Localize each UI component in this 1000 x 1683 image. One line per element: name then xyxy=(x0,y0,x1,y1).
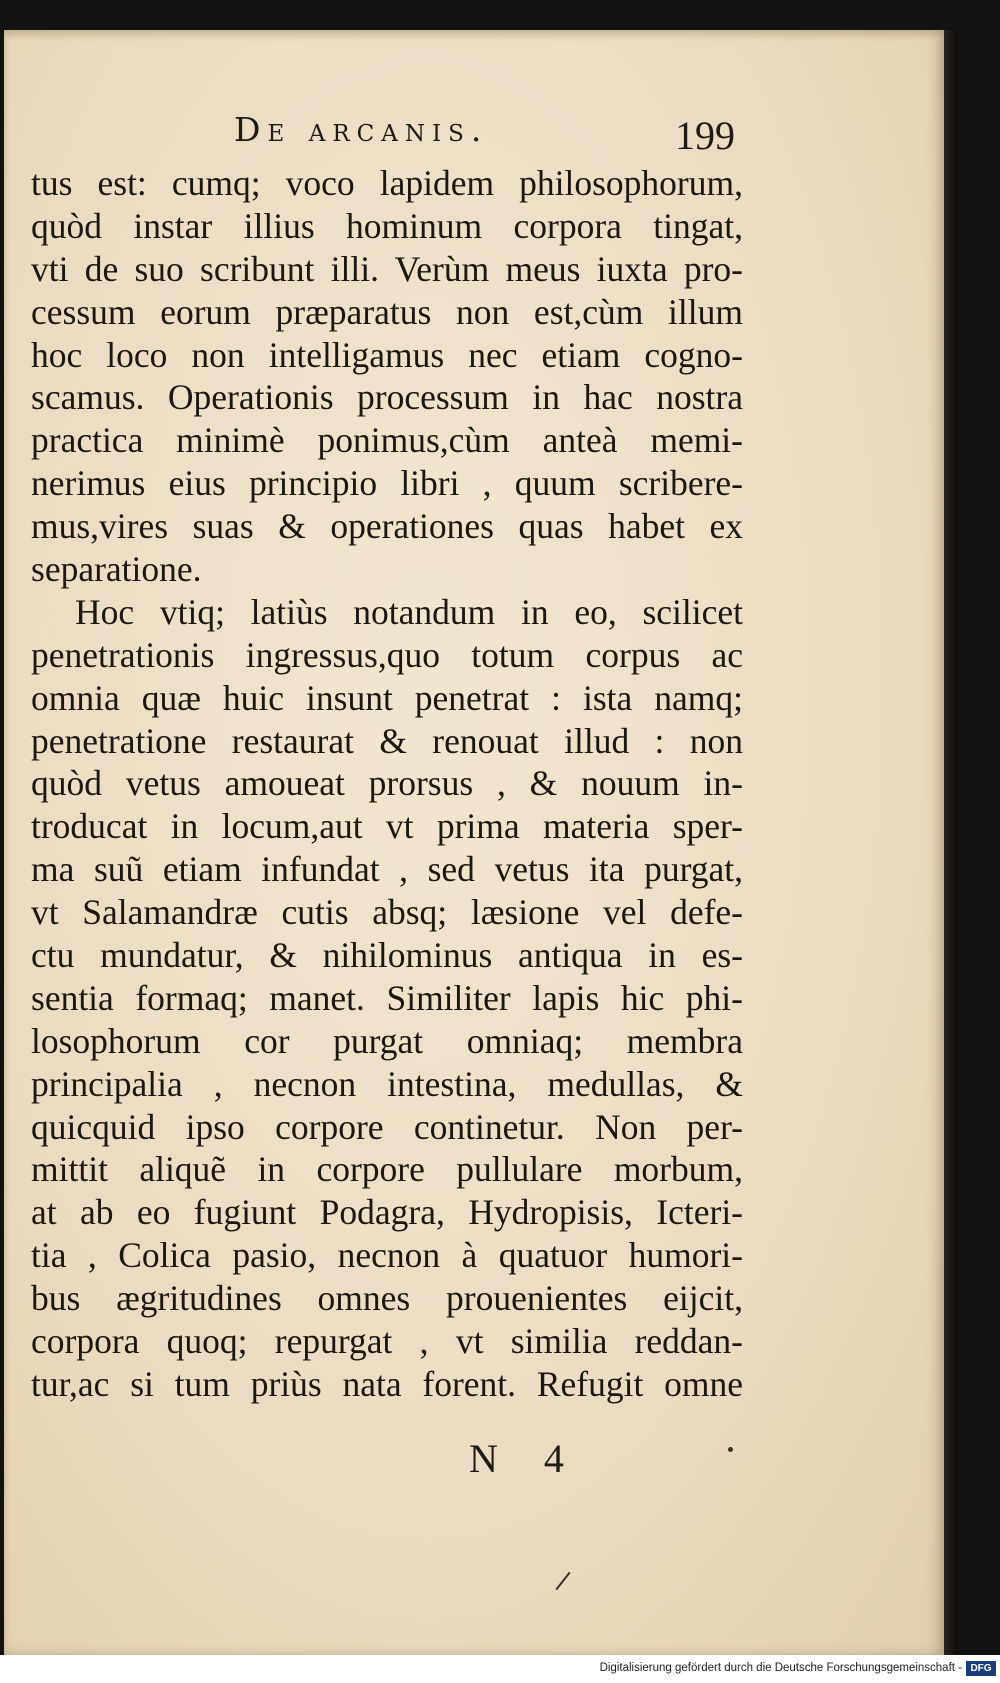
text-line: penetrationis ingressus,quo totum corpus ac xyxy=(31,634,743,675)
text-line: scamus. Operationis processum in hac nostra xyxy=(31,377,743,418)
page-number: 199 xyxy=(675,113,735,158)
text-line: corpora quoq; repurgat , vt similia reddan- xyxy=(31,1321,743,1362)
text-line: troducat in locum,aut vt prima materia sper- xyxy=(31,806,743,847)
signature-mark: N 4 xyxy=(469,1436,582,1481)
text-line: quicquid ipso corpore continetur. Non per- xyxy=(31,1106,743,1147)
text-line: vt Salamandræ cutis absq; læsione vel defe- xyxy=(31,892,743,933)
text-line: bus ægritudines omnes prouenientes eijcit, xyxy=(31,1278,743,1319)
text-line: ctu mundatur, & nihilominus antiqua in es- xyxy=(31,935,743,976)
text-line: at ab eo fugiunt Podagra, Hydropisis, Icteri- xyxy=(31,1192,743,1233)
text-line: practica minimè ponimus,cùm anteà memi- xyxy=(31,420,743,461)
book-page xyxy=(4,30,944,1655)
running-head: De arcanis. xyxy=(234,110,489,149)
text-line: tur,ac si tum priùs nata forent. Refugit omne xyxy=(31,1363,743,1404)
text-line: tus est: cumq; voco lapidem philosophorum, xyxy=(31,163,743,203)
dfg-logo-icon: DFG xyxy=(966,1661,996,1676)
funding-credit: Digitalisierung gefördert durch die Deutsche Forschungsgemeinschaft - xyxy=(599,1662,962,1674)
text-line: separatione. xyxy=(31,549,202,590)
text-line: hoc loco non intelligamus nec etiam cogno- xyxy=(31,334,743,375)
body-text xyxy=(31,162,743,1406)
text-line: losophorum cor purgat omniaq; membra xyxy=(31,1020,743,1061)
stray-pen-mark xyxy=(555,1572,570,1591)
page-edge-shadow xyxy=(944,30,958,1655)
text-line: quòd instar illius hominum corpora tingat, xyxy=(31,205,743,246)
text-line: omnia quæ huic insunt penetrat : ista namq; xyxy=(31,677,743,718)
text-line: quòd vetus amoueat prorsus , & nouum in- xyxy=(31,763,743,804)
paragraph-start-line: Hoc vtiq; latiùs notandum in eo, scilicet xyxy=(75,591,743,632)
text-line: sentia formaq; manet. Similiter lapis hic phi- xyxy=(31,977,743,1018)
text-line: vti de suo scribunt illi. Verùm meus iuxta pro- xyxy=(31,248,743,289)
text-line: ma suũ etiam infundat , sed vetus ita purgat, xyxy=(31,849,743,890)
text-line: nerimus eius principio libri , quum scribere- xyxy=(31,463,743,504)
text-line: penetratione restaurat & renouat illud : non xyxy=(31,720,743,761)
ink-dot-mark xyxy=(728,1447,733,1452)
text-line: principalia , necnon intestina, medullas, & xyxy=(31,1063,743,1104)
text-line: cessum eorum præparatus non est,cùm illum xyxy=(31,291,743,332)
digitization-footer xyxy=(0,1655,1000,1683)
text-line: tia , Colica pasio, necnon à quatuor humori- xyxy=(31,1235,743,1276)
text-line: mus,vires suas & operationes quas habet ex xyxy=(31,506,743,547)
text-line: mittit aliquẽ in corpore pullulare morbum, xyxy=(31,1149,743,1190)
